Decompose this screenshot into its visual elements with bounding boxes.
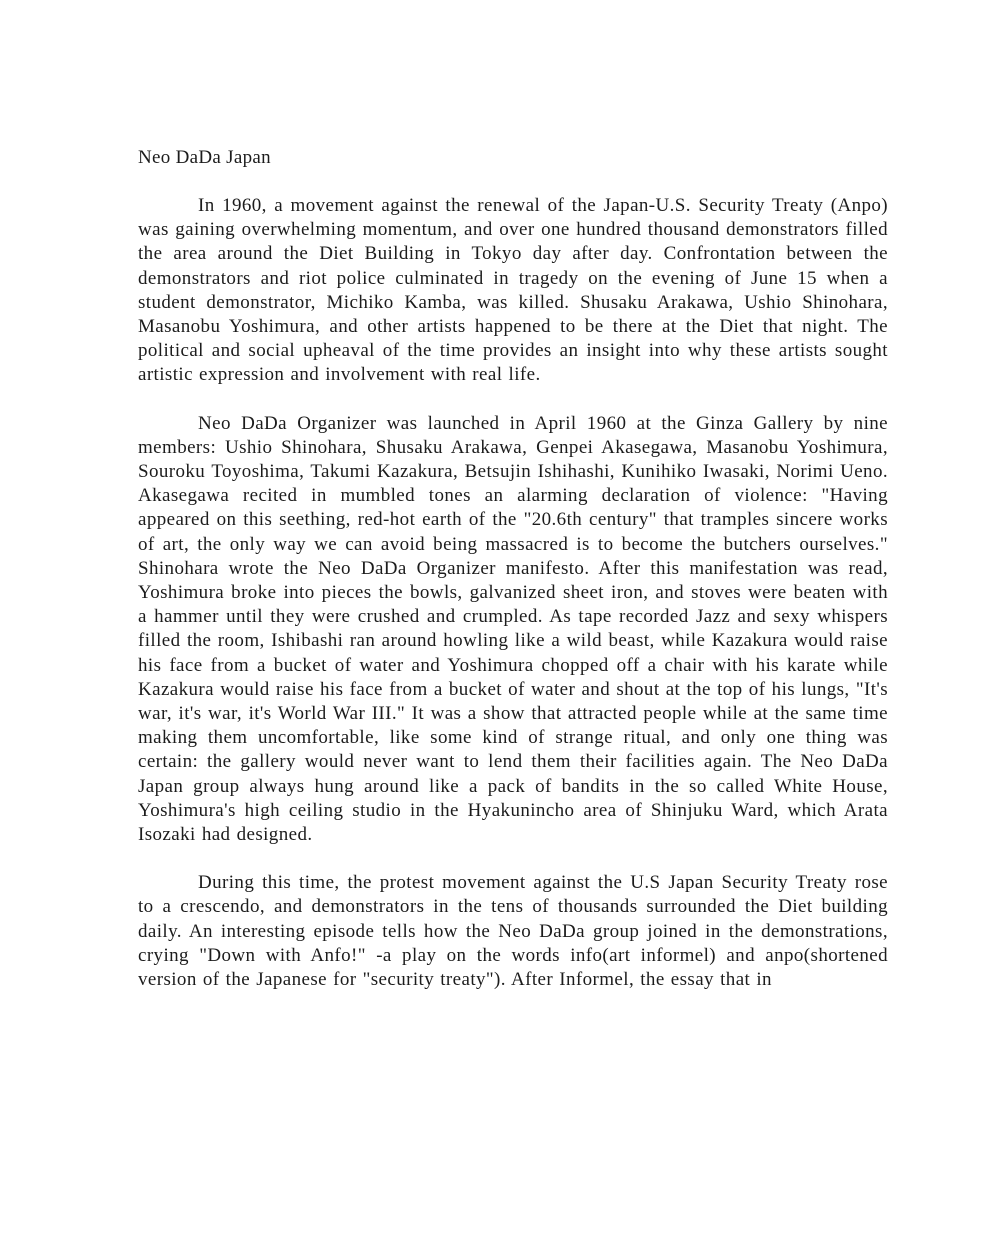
paragraph-neo-dada-organizer: Neo DaDa Organizer was launched in April 1960 at the Ginza Gallery by nine members: Ushio Shinohara, Shusaku Arakawa, Genpei Akasegawa, Masanobu Yoshimura, Souroku Toyoshima, Takumi Kazakura, Betsujin Ishihashi, Kunihiko Iwasaki, Norimi Ueno. Akasegawa recited in mumbled tones an alarming declaration of violence: "Having appeared on this seething, red-hot earth of the "20.6th century" that tramples sincere works of art, the only way we can avoid being massacred is to become the butchers ourselves." Shinohara wrote the Neo DaDa Organizer manifesto. After this manifestation was read, Yoshimura broke into pieces the bowls, galvanized sheet iron, and stoves were beaten with a hammer until they were crushed and crumpled. As tape recorded Jazz and sexy whispers filled the room, Ishibashi ran around howling like a wild beast, while Kazakura would raise his face from a bucket of water and Yoshimura chopped off a chair with his karate while Kazakura would raise his face from a bucket of water and shout at the top of his lungs, "It's war, it's war, it's World War III." It was a show that attracted people while at the same time making them uncomfortable, like some kind of strange ritual, and only one thing was certain: the gallery would never want to lend them their facilities again. The Neo DaDa Japan group always hung around like a pack of bandits in the so called White House, Yoshimura's high ceiling studio in the Hyakunincho area of Shinjuku Ward, which Arata Isozaki had designed. (138, 412, 888, 846)
paragraph-anpo-movement: In 1960, a movement against the renewal of the Japan-U.S. Security Treaty (Anpo) was gaining overwhelming momentum, and over one hundred thousand demonstrators filled the area around the Diet Building in Tokyo day after day. Confrontation between the demonstrators and riot police culminated in tragedy on the evening of June 15 when a student demonstrator, Michiko Kamba, was killed. Shusaku Arakawa, Ushio Shinohara, Masanobu Yoshimura, and other artists happened to be there at the Diet that night. The political and social upheaval of the time provides an insight into why these artists sought artistic expression and involvement with real life. (138, 195, 888, 386)
document-title: Neo DaDa Japan (138, 147, 271, 168)
paragraph-protest-movement: During this time, the protest movement against the U.S Japan Security Treaty rose to a crescendo, and demonstrators in the tens of thousands surrounded the Diet building daily. An interesting episode tells how the Neo DaDa group joined in the demonstrations, crying "Down with Anfo!" -a play on the words info(art informel) and anpo(shortened version of the Japanese for "security treaty"). After Informel, the essay that in (138, 872, 888, 991)
document-page (138, 146, 888, 1016)
